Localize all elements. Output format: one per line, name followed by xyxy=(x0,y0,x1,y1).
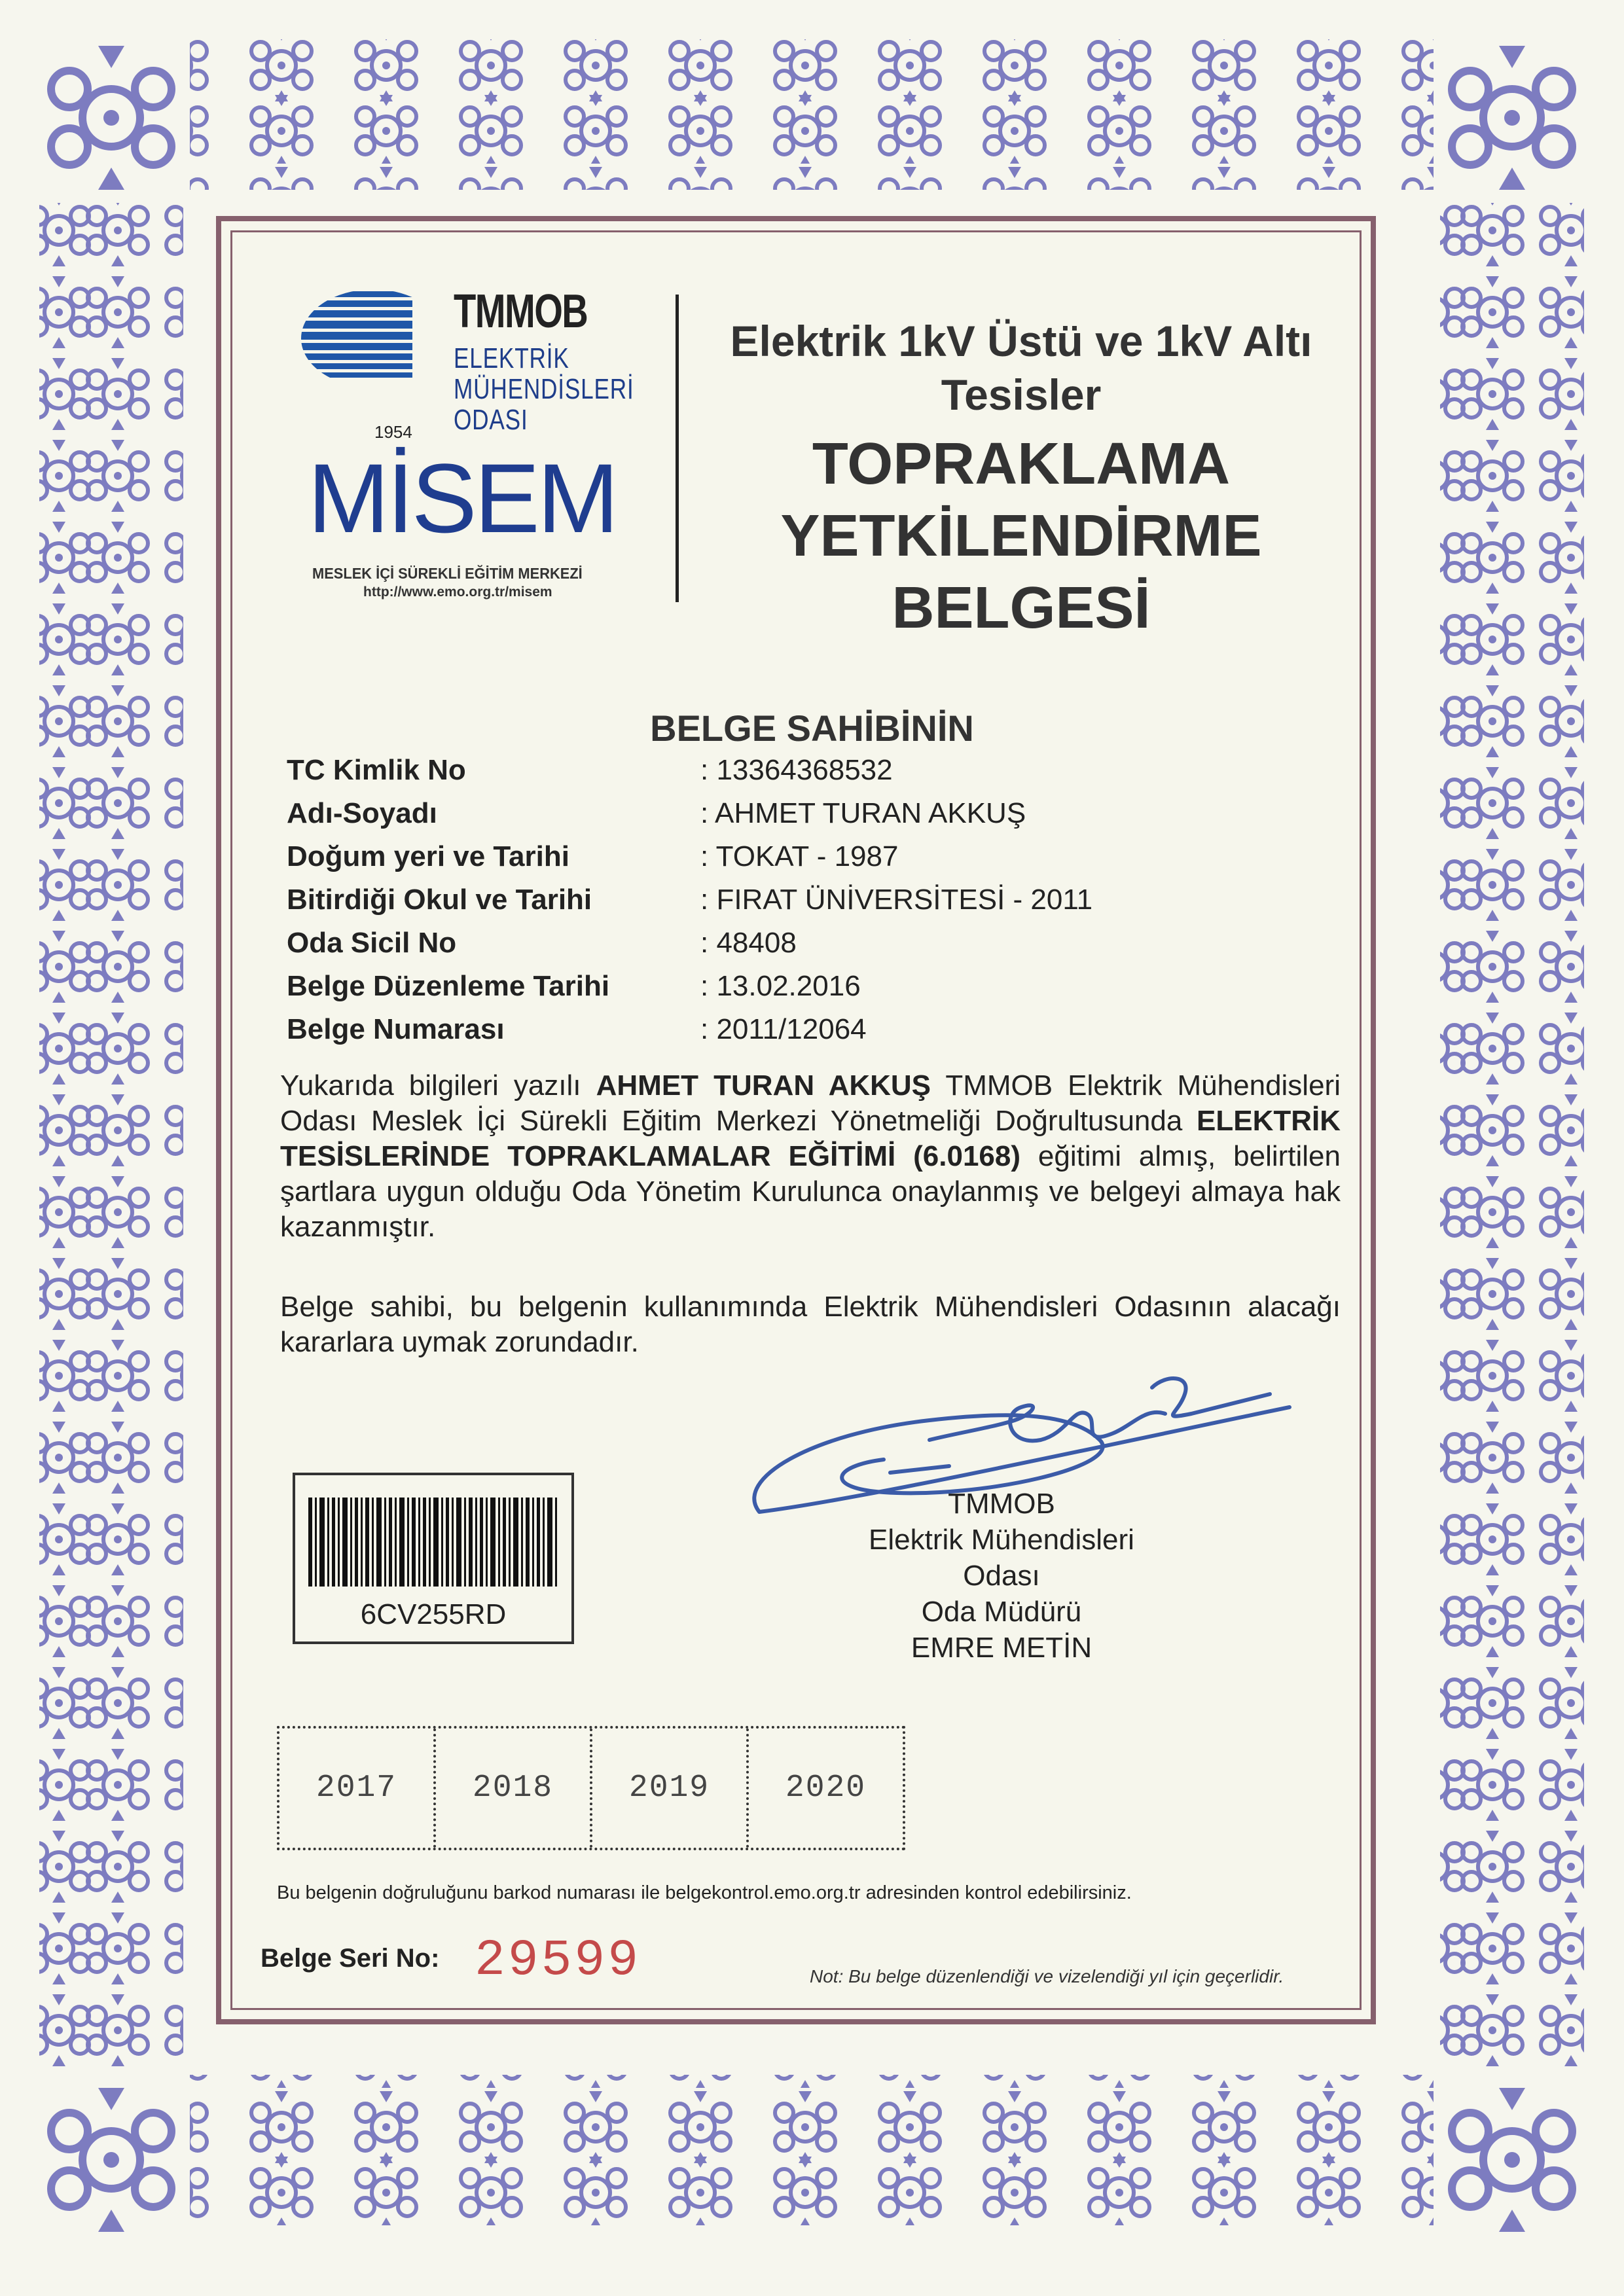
title-main-3: BELGESİ xyxy=(892,575,1151,641)
title-line-1: Elektrik 1kV Üstü ve 1kV Altı xyxy=(730,317,1312,365)
info-value: : FIRAT ÜNİVERSİTESİ - 2011 xyxy=(700,884,1093,916)
validity-year-cell: 2017 xyxy=(280,1729,436,1848)
barcode-box xyxy=(293,1473,574,1644)
validity-year-cell: 2019 xyxy=(592,1729,749,1848)
holder-info-table xyxy=(287,754,1334,1056)
validity-footnote: Not: Bu belge düzenlendiği ve vizelendiği yıl için geçerlidir. xyxy=(810,1966,1284,1986)
holder-name-bold: AHMET TURAN AKKUŞ xyxy=(596,1069,931,1102)
para-text-2: TMMOB Elektrik Mühendisleri Odası Meslek İçi Sürekli Eğitim Merkezi Yönetmeliği Doğrultusunda xyxy=(280,1069,1341,1137)
verification-note: Bu belgenin doğruluğunu barkod numarası ile belgekontrol.emo.org.tr adresinden kontrol edebilirsiniz. xyxy=(277,1882,1132,1903)
signatory-role: Oda Müdürü xyxy=(921,1596,1082,1628)
obligation-paragraph: Belge sahibi, bu belgenin kullanımında Elektrik Mühendisleri Odasının alacağı kararlara uymak zorundadır. xyxy=(280,1291,1341,1358)
tmmob-logo-text: TMMOB xyxy=(454,285,588,338)
info-label: Adı-Soyadı xyxy=(287,797,437,829)
info-value: : AHMET TURAN AKKUŞ xyxy=(700,797,1026,829)
signatory-chamber: Elektrik Mühendisleri Odası xyxy=(869,1524,1134,1592)
info-value: : 2011/12064 xyxy=(700,1013,867,1045)
globe-logo-icon xyxy=(301,286,412,391)
info-label: TC Kimlik No xyxy=(287,754,466,786)
info-label: Bitirdiği Okul ve Tarihi xyxy=(287,884,592,916)
info-value: : 48408 xyxy=(700,927,797,959)
info-row xyxy=(287,754,1334,797)
info-row xyxy=(287,927,1334,970)
validity-year-cell: 2018 xyxy=(436,1729,592,1848)
header-divider xyxy=(676,295,679,602)
logo-chamber-line-1: ELEKTRİK xyxy=(454,342,569,374)
para-text-1: Yukarıda bilgileri yazılı xyxy=(280,1069,596,1102)
info-label: Belge Numarası xyxy=(287,1013,505,1045)
info-label: Oda Sicil No xyxy=(287,927,457,959)
signatory-block xyxy=(851,1486,1152,1666)
title-main-2: YETKİLENDİRME xyxy=(780,503,1262,569)
certificate-title xyxy=(694,314,1348,644)
logo-chamber-line-2: MÜHENDİSLERİ xyxy=(454,373,634,405)
info-value: : 13.02.2016 xyxy=(700,970,861,1002)
validity-year-cell: 2020 xyxy=(785,1770,867,1806)
info-value: : TOKAT - 1987 xyxy=(700,840,899,872)
misem-url: http://www.emo.org.tr/misem xyxy=(363,584,552,600)
info-label: Belge Düzenleme Tarihi xyxy=(287,970,610,1002)
serial-number: 29599 xyxy=(475,1932,641,1990)
title-line-2: Tesisler xyxy=(941,370,1102,419)
emo-misem-logo xyxy=(295,272,635,612)
barcode-image xyxy=(308,1498,557,1587)
misem-logo-text: MİSEM xyxy=(308,443,617,553)
para-text-3: eğitimi almış, belirtilen şartlara uygun olduğu Oda Yönetim Kurulunca onaylanmış ve belgeyi almaya hak kazanmıştır. xyxy=(280,1140,1341,1243)
info-label: Doğum yeri ve Tarihi xyxy=(287,840,569,872)
misem-full-name: MESLEK İÇİ SÜREKLİ EĞİTİM MERKEZİ xyxy=(312,565,583,582)
info-row xyxy=(287,840,1334,884)
holder-section-heading: BELGE SAHİBİNİN xyxy=(650,708,974,749)
info-row xyxy=(287,797,1334,840)
signatory-name: EMRE METİN xyxy=(911,1632,1092,1664)
signatory-org: TMMOB xyxy=(948,1488,1055,1520)
founding-year: 1954 xyxy=(374,422,412,442)
serial-label: Belge Seri No: xyxy=(261,1944,440,1973)
course-name-bold: ELEKTRİK TESİSLERİNDE TOPRAKLAMALAR EĞİTİMİ (6.0168) xyxy=(280,1105,1341,1172)
barcode-code: 6CV255RD xyxy=(360,1598,507,1630)
validity-years-grid xyxy=(277,1726,905,1850)
title-main-1: TOPRAKLAMA xyxy=(812,431,1231,497)
info-row xyxy=(287,970,1334,1013)
info-row xyxy=(287,1013,1334,1056)
logo-chamber-line-3: ODASI xyxy=(454,404,528,436)
certification-paragraph xyxy=(280,1068,1341,1245)
info-row xyxy=(287,884,1334,927)
info-value: : 13364368532 xyxy=(700,754,893,786)
